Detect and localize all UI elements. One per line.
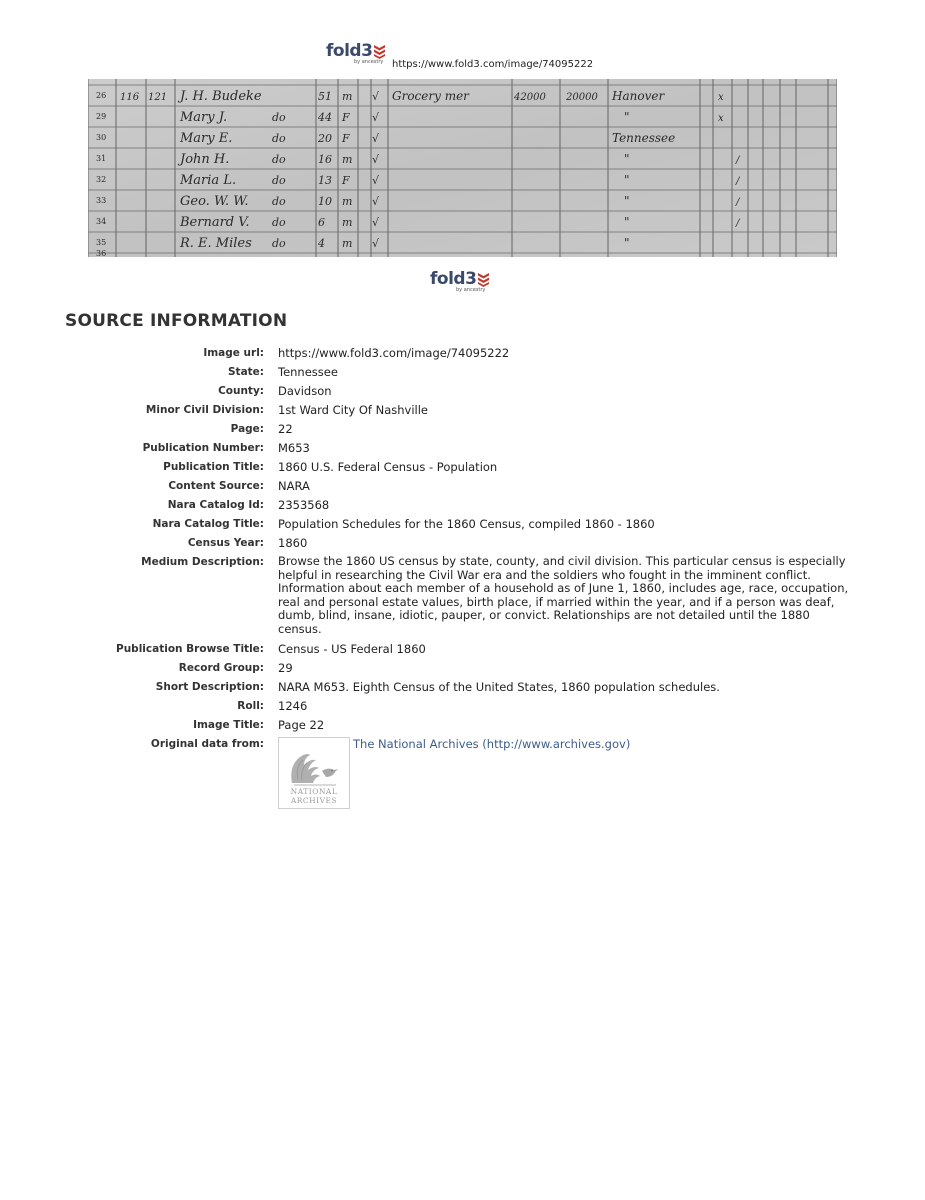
census-ditto-mark: do	[272, 216, 286, 229]
census-check-mark: √	[372, 111, 380, 124]
census-name: R. E. Miles	[180, 236, 252, 251]
census-mark: /	[736, 218, 740, 229]
census-line-number: 35	[96, 238, 107, 247]
info-row	[65, 441, 865, 455]
field-label: Census Year:	[187, 537, 264, 549]
nara-logo-line2: ARCHIVES	[290, 795, 338, 805]
fold3-logo-text: fold3	[326, 41, 373, 61]
census-mark: /	[736, 176, 740, 187]
census-ditto-mark: do	[272, 174, 286, 187]
census-line-number: 33	[96, 196, 107, 205]
section-title: SOURCE INFORMATION	[65, 311, 288, 331]
census-line-number: 30	[96, 133, 107, 142]
info-row	[65, 365, 865, 379]
field-value: Page 22	[278, 717, 325, 732]
info-row	[65, 699, 865, 713]
field-label: Minor Civil Division:	[145, 404, 264, 416]
field-label: Nara Catalog Id:	[167, 499, 264, 511]
census-check-mark: √	[372, 174, 380, 187]
census-name: Mary E.	[180, 131, 233, 146]
census-line-number: 36	[96, 249, 107, 257]
field-label: Image Title:	[193, 718, 264, 731]
census-dwelling-number: 116	[120, 92, 140, 103]
field-value: NARA M653. Eighth Census of the United States, 1860 population schedules.	[278, 679, 720, 694]
census-personal-estate: 20000	[566, 92, 598, 103]
census-line-number: 34	[96, 217, 107, 226]
census-birthplace: "	[624, 215, 630, 229]
census-name: John H.	[180, 152, 230, 167]
census-age: 13	[318, 174, 332, 187]
info-row	[65, 517, 865, 531]
census-check-mark: √	[372, 216, 380, 229]
field-label: Medium Description:	[141, 556, 264, 568]
census-name: J. H. Budeke	[180, 89, 262, 104]
chevron-stack-icon	[477, 271, 490, 287]
fold3-logo-bottom	[430, 269, 490, 293]
census-record-image	[88, 79, 837, 257]
census-birthplace: "	[624, 152, 630, 166]
census-line-number: 31	[96, 154, 107, 163]
field-value: Tennessee	[278, 365, 338, 379]
census-birthplace: "	[624, 194, 630, 208]
census-name: Bernard V.	[180, 215, 250, 230]
source-info-list	[65, 346, 865, 814]
info-row	[65, 479, 865, 493]
census-line-number: 29	[96, 112, 107, 121]
census-check-mark: √	[372, 195, 380, 208]
census-check-mark: √	[372, 153, 380, 166]
field-label: Short Description:	[155, 680, 264, 693]
field-value: 22	[278, 422, 293, 436]
field-value: 29	[278, 660, 293, 675]
census-name: Geo. W. W.	[180, 194, 249, 209]
field-label: Nara Catalog Title:	[152, 518, 264, 530]
national-archives-logo[interactable]	[278, 737, 350, 809]
ancestry-sublogo: by ancestry	[354, 59, 384, 65]
census-ditto-mark: do	[272, 195, 286, 208]
census-mark: /	[736, 197, 740, 208]
census-sex: m	[342, 90, 353, 103]
info-row	[65, 718, 865, 732]
census-name: Mary J.	[180, 110, 228, 125]
national-archives-link[interactable]: The National Archives (http://www.archives.gov)	[353, 736, 631, 751]
top-image-url[interactable]: https://www.fold3.com/image/74095222	[392, 59, 594, 70]
field-value: 1860	[278, 536, 308, 550]
census-real-estate: 42000	[514, 92, 546, 103]
census-birthplace: Tennessee	[612, 131, 676, 145]
census-age: 51	[318, 90, 332, 103]
field-value: Browse the 1860 US census by state, county, and civil division. This particular census is especially helpful in researching the Civil War era and the soldiers who fought in the imminent conflict. Information about each member of a household as of June 1, 1860, includes age, race, occupation, real and personal estate values, birth place, if married within the year, and if a person was deaf, dumb, blind, insane, idiotic, pauper, or convict. Relationships are not detailed until the 1880 census.	[278, 554, 849, 636]
census-birthplace: "	[624, 173, 630, 187]
info-row	[65, 555, 865, 637]
info-row	[65, 346, 865, 360]
census-mark: /	[736, 155, 740, 166]
census-occupation: Grocery mer	[392, 89, 469, 103]
info-row	[65, 498, 865, 512]
census-age: 16	[318, 153, 332, 166]
ancestry-sublogo: by ancestry	[456, 287, 486, 293]
info-row	[65, 642, 865, 656]
nara-logo-line1: NATIONAL	[290, 786, 338, 796]
census-sex: F	[342, 132, 350, 145]
census-ditto-mark: do	[272, 111, 286, 124]
census-mark: x	[718, 113, 724, 124]
census-name: Maria L.	[180, 173, 237, 188]
census-sex: m	[342, 153, 353, 166]
census-age: 44	[318, 111, 332, 124]
field-value: M653	[278, 441, 310, 455]
census-age: 10	[318, 195, 332, 208]
census-ditto-mark: do	[272, 132, 286, 145]
census-family-number: 121	[148, 92, 168, 103]
field-label: Roll:	[237, 699, 264, 712]
field-value: 1246	[278, 698, 308, 713]
field-label: County:	[218, 385, 264, 397]
census-age: 6	[318, 216, 325, 229]
census-birthplace: "	[624, 236, 630, 250]
field-label: Publication Title:	[163, 461, 264, 473]
chevron-stack-icon	[373, 43, 386, 59]
field-label: Record Group:	[178, 661, 264, 674]
fold3-logo-text: fold3	[430, 269, 477, 289]
census-check-mark: √	[372, 132, 380, 145]
census-line-number: 32	[96, 175, 107, 184]
field-label: Content Source:	[168, 480, 264, 492]
field-value: 1860 U.S. Federal Census - Population	[278, 460, 498, 474]
info-row	[65, 384, 865, 398]
info-row	[65, 680, 865, 694]
info-row	[65, 460, 865, 474]
info-row	[65, 661, 865, 675]
field-label: Page:	[230, 423, 264, 435]
census-birthplace: Hanover	[612, 89, 665, 103]
info-row	[65, 422, 865, 436]
info-row	[65, 536, 865, 550]
census-check-mark: √	[372, 237, 380, 250]
field-value[interactable]: https://www.fold3.com/image/74095222	[278, 346, 510, 360]
census-ditto-mark: do	[272, 237, 286, 250]
field-value: 1st Ward City Of Nashville	[278, 403, 428, 417]
census-mark: x	[718, 92, 724, 103]
census-sex: m	[342, 237, 353, 250]
field-label: Publication Number:	[142, 442, 264, 454]
original-data-row	[65, 737, 865, 809]
info-row	[65, 403, 865, 417]
census-ditto-mark: do	[272, 153, 286, 166]
census-birthplace: "	[624, 110, 630, 124]
field-value: NARA	[278, 479, 310, 493]
census-sex: m	[342, 195, 353, 208]
field-value: Davidson	[278, 384, 332, 398]
fold3-logo-top	[326, 41, 386, 65]
census-check-mark: √	[372, 90, 380, 103]
census-sex: m	[342, 216, 353, 229]
census-line-number: 26	[96, 91, 107, 100]
census-sex: F	[342, 174, 350, 187]
census-age: 20	[318, 132, 332, 145]
field-label: Publication Browse Title:	[116, 642, 264, 655]
field-label: Original data from:	[150, 737, 264, 750]
field-label: State:	[227, 366, 264, 378]
field-label: Image url:	[203, 347, 264, 359]
census-sex: F	[342, 111, 350, 124]
field-value: 2353568	[278, 498, 330, 512]
field-value: Population Schedules for the 1860 Census, compiled 1860 - 1860	[278, 517, 655, 531]
field-value: Census - US Federal 1860	[278, 641, 426, 656]
census-age: 4	[318, 237, 325, 250]
eagle-icon	[284, 749, 344, 787]
